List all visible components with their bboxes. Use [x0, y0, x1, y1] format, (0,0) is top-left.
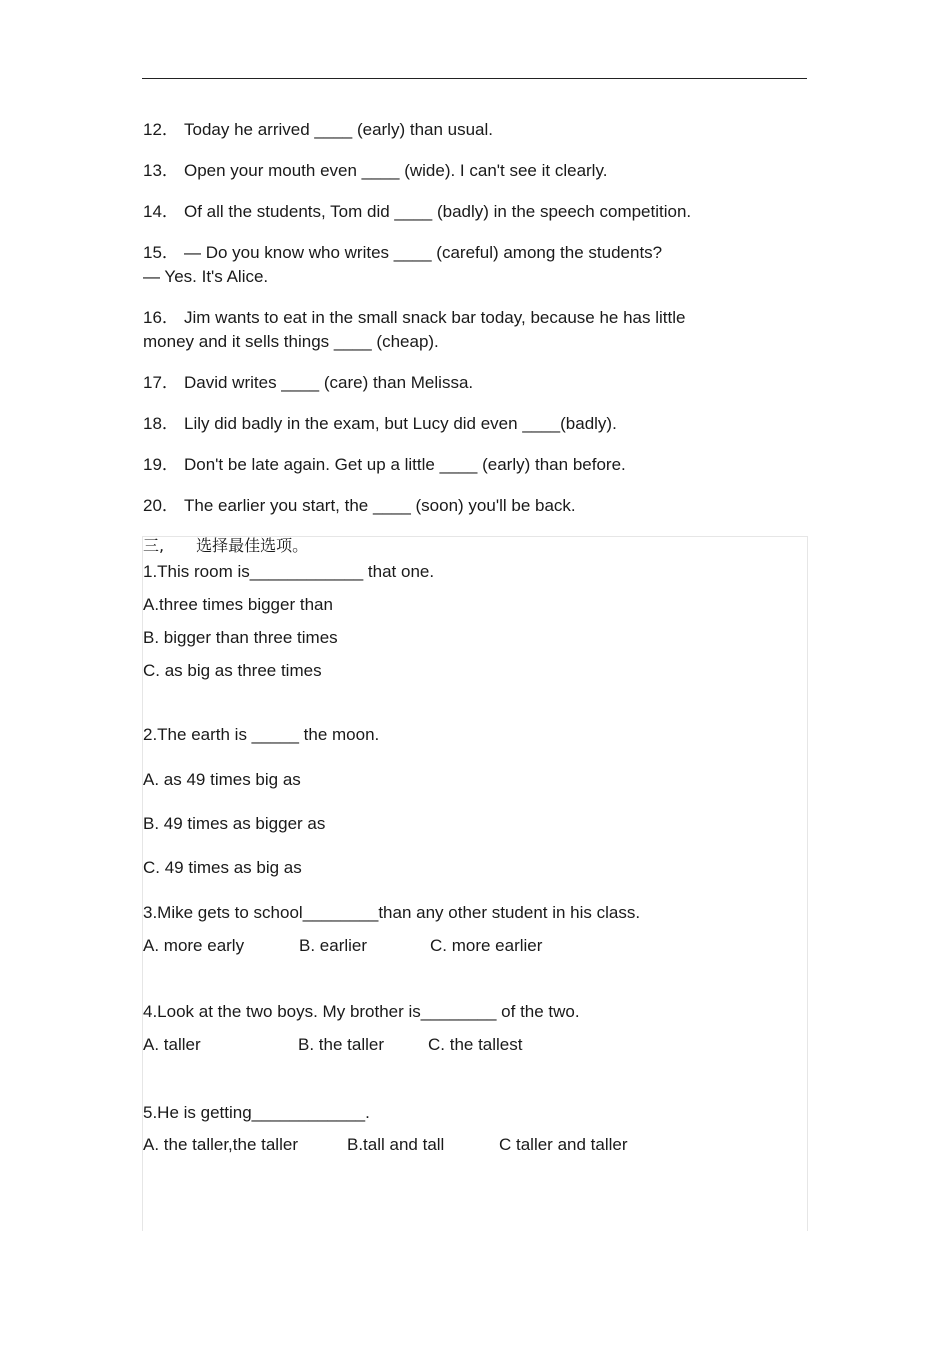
item-number: 17．	[143, 373, 179, 392]
fill-item-12	[143, 118, 783, 142]
question-2-option-a: A. as 49 times big as	[143, 770, 301, 789]
fill-item-17	[143, 371, 783, 395]
question-4-stem: 4.Look at the two boys. My brother is________ of the two.	[143, 1002, 580, 1021]
header-rule	[142, 78, 807, 79]
question-5-option-b: B.tall and tall	[347, 1135, 445, 1154]
fill-item-18	[143, 412, 783, 436]
item-number: 13．	[143, 161, 179, 180]
question-2-stem: 2.The earth is _____ the moon.	[143, 725, 380, 744]
question-1-option-c: C. as big as three times	[143, 661, 322, 680]
item-number: 18．	[143, 414, 179, 433]
question-4-option-b: B. the taller	[298, 1035, 384, 1054]
question-3-option-b: B. earlier	[299, 936, 368, 955]
item-text: Jim wants to eat in the small snack bar today, because he has little	[184, 308, 686, 327]
question-1-option-a: A.three times bigger than	[143, 595, 333, 614]
item-number: 16．	[143, 308, 179, 327]
item-number: 20．	[143, 496, 179, 515]
item-number: 14．	[143, 202, 179, 221]
question-2-option-b: B. 49 times as bigger as	[143, 814, 326, 833]
item-text-line2: money and it sells things ____ (cheap).	[143, 332, 439, 351]
fill-item-20	[143, 494, 783, 518]
item-text: — Do you know who writes ____ (careful) among the students?	[184, 243, 663, 262]
fill-blank-list	[143, 118, 783, 535]
item-text: Of all the students, Tom did ____ (badly) in the speech competition.	[184, 202, 692, 221]
question-4-option-a: A. taller	[143, 1035, 201, 1054]
item-text: David writes ____ (care) than Melissa.	[184, 373, 474, 392]
question-2-option-c: C. 49 times as big as	[143, 858, 302, 877]
question-3-option-c: C. more earlier	[430, 936, 543, 955]
item-text: Open your mouth even ____ (wide). I can't see it clearly.	[184, 161, 608, 180]
question-5-stem: 5.He is getting____________.	[143, 1103, 370, 1122]
question-1-option-b: B. bigger than three times	[143, 628, 338, 647]
item-text: Don't be late again. Get up a little ____ (early) than before.	[184, 455, 626, 474]
question-3-stem: 3.Mike gets to school________than any other student in his class.	[143, 903, 641, 922]
item-text-line2: — Yes. It's Alice.	[143, 267, 269, 286]
item-number: 19．	[143, 455, 179, 474]
item-text: Lily did badly in the exam, but Lucy did even ____(badly).	[184, 414, 617, 433]
fill-item-15	[143, 241, 783, 289]
item-number: 15．	[143, 243, 179, 262]
item-text: The earlier you start, the ____ (soon) you'll be back.	[184, 496, 576, 515]
fill-item-13	[143, 159, 783, 183]
fill-item-16	[143, 306, 783, 354]
question-3-option-a: A. more early	[143, 936, 245, 955]
item-number: 12．	[143, 120, 179, 139]
fill-item-14	[143, 200, 783, 224]
question-5-option-a: A. the taller,the taller	[143, 1135, 298, 1154]
section-3-heading: 三, 选择最佳选项。	[143, 536, 309, 555]
question-5-option-c: C taller and taller	[499, 1135, 628, 1154]
question-1-stem: 1.This room is____________ that one.	[143, 562, 435, 581]
fill-item-19	[143, 453, 783, 477]
question-4-option-c: C. the tallest	[428, 1035, 523, 1054]
item-text: Today he arrived ____ (early) than usual.	[184, 120, 494, 139]
